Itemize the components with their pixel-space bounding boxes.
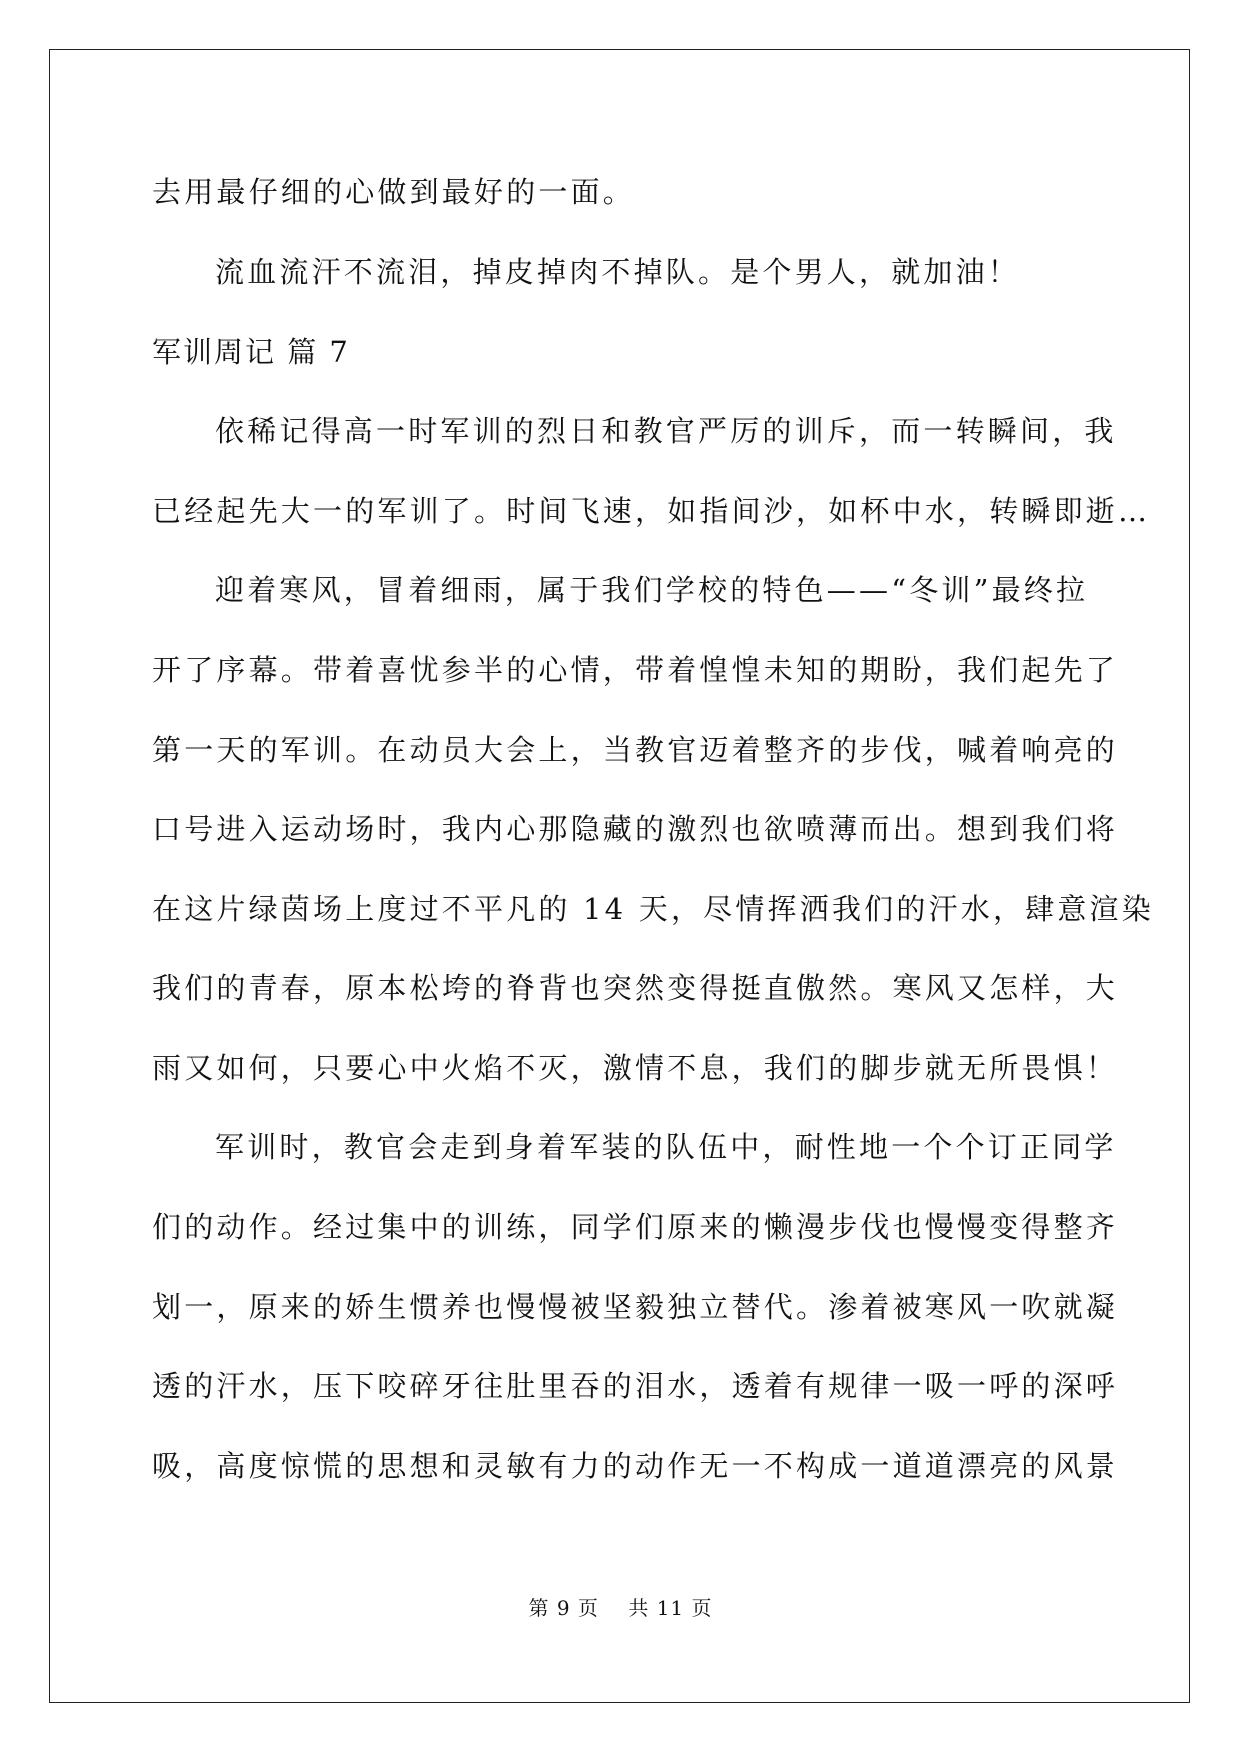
text-line: 吸，高度惊慌的思想和灵敏有力的动作无一不构成一道道漂亮的风景: [152, 1449, 1119, 1483]
text-line: 口号进入运动场时，我内心那隐藏的激烈也欲喷薄而出。想到我们将: [152, 812, 1119, 846]
text-line: 开了序幕。带着喜忧参半的心情，带着惶惶未知的期盼，我们起先了: [152, 653, 1119, 687]
text-line: 雨又如何，只要心中火焰不灭，激情不息，我们的脚步就无所畏惧！: [152, 1051, 1119, 1085]
text-line: 流血流汗不流泪，掉皮掉肉不掉队。是个男人，就加油！: [215, 255, 1021, 289]
text-line: 们的动作。经过集中的训练，同学们原来的懒漫步伐也慢慢变得整齐: [152, 1210, 1119, 1244]
text-line: 军训时，教官会走到身着军装的队伍中，耐性地一个个订正同学: [215, 1130, 1117, 1164]
text-line: 已经起先大一的军训了。时间飞速，如指间沙，如杯中水，转瞬即逝…: [152, 494, 1151, 528]
text-line: 在这片绿茵场上度过不平凡的 14 天，尽情挥洒我们的汗水，肆意渲染: [152, 892, 1154, 926]
text-line: 透的汗水，压下咬碎牙往肚里吞的泪水，透着有规律一吸一呼的深呼: [152, 1369, 1119, 1403]
text-line: 第一天的军训。在动员大会上，当教官迈着整齐的步伐，喊着响亮的: [152, 733, 1119, 767]
text-line: 迎着寒风，冒着细雨，属于我们学校的特色——“冬训”最终拉: [215, 573, 1089, 607]
text-line: 去用最仔细的心做到最好的一面。: [152, 175, 636, 209]
text-line: 依稀记得高一时军训的烈日和教官严厉的训斥，而一转瞬间，我: [215, 414, 1117, 448]
text-line: 划一，原来的娇生惯养也慢慢被坚毅独立替代。渗着被寒风一吹就凝: [152, 1290, 1119, 1324]
section-heading: 军训周记 篇 7: [152, 335, 350, 369]
page-number-footer: 第 9 页 共 11 页: [528, 1596, 713, 1620]
text-line: 我们的青春，原本松垮的脊背也突然变得挺直傲然。寒风又怎样，大: [152, 971, 1119, 1005]
